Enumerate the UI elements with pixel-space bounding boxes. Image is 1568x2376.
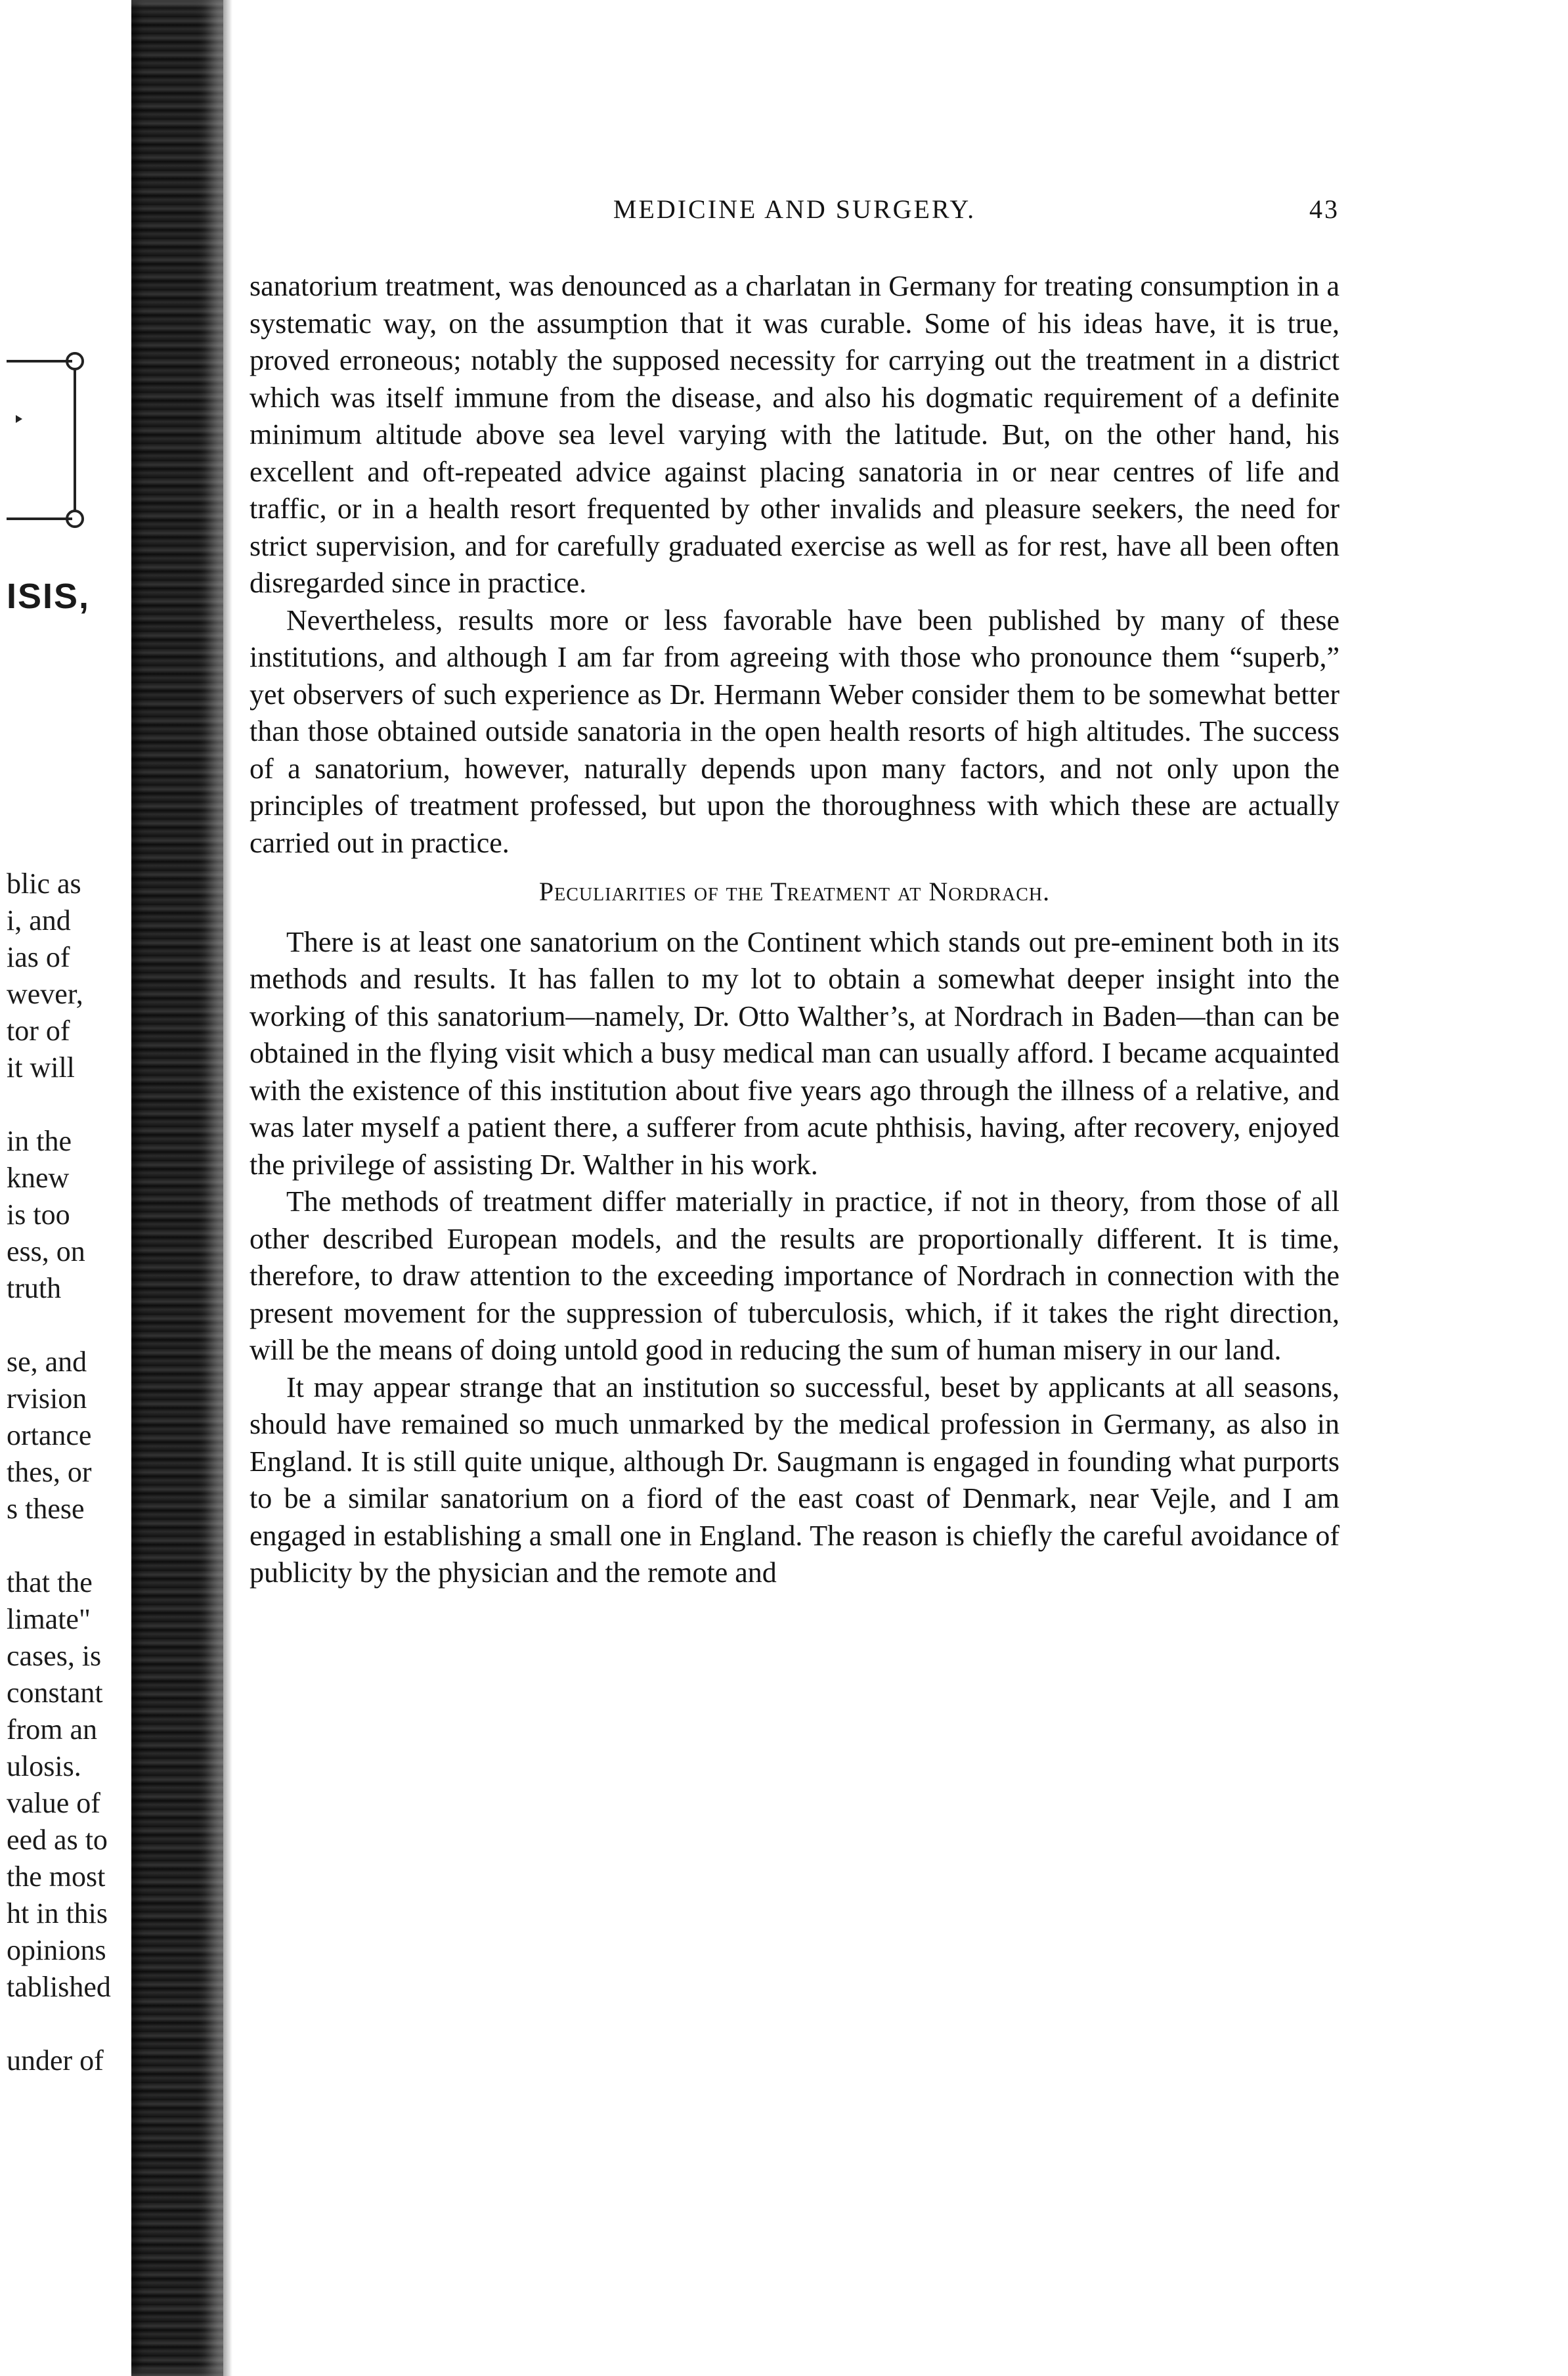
left-line: s these bbox=[7, 1493, 85, 1525]
left-line: ulosis. bbox=[7, 1750, 81, 1782]
left-line: eed as to bbox=[7, 1824, 108, 1856]
left-line: blic as bbox=[7, 868, 81, 900]
left-line: constant bbox=[7, 1677, 103, 1709]
left-line: that the bbox=[7, 1566, 93, 1598]
section-heading: Peculiarities of the Treatment at Nordrach. bbox=[538, 877, 1051, 906]
left-page-fragment bbox=[0, 0, 144, 2376]
left-line: ortance bbox=[7, 1419, 92, 1451]
left-line: wever, bbox=[7, 978, 83, 1010]
running-title: MEDICINE AND SURGERY. bbox=[613, 194, 976, 224]
left-line: knew bbox=[7, 1162, 70, 1194]
left-line: the most bbox=[7, 1860, 106, 1893]
margin-bracket-mark bbox=[7, 341, 85, 539]
left-line: truth bbox=[7, 1272, 62, 1304]
left-line: rvision bbox=[7, 1382, 87, 1415]
left-line: ess, on bbox=[7, 1235, 85, 1267]
book-gutter-shadow bbox=[131, 0, 223, 2376]
left-line: it will bbox=[7, 1051, 75, 1084]
left-line: ht in this bbox=[7, 1897, 108, 1929]
left-line: cases, is bbox=[7, 1640, 102, 1672]
paragraph: There is at least one sanatorium on the Continent which stands out pre-eminent both in its methods and results. It has fallen to my lot to obtain a somewhat deeper insight into the working of this sanatorium—namely, Dr. Otto Walther’s, at Nordrach in Baden—than can be obtained in the flying visit which a busy medical man can usually afford. I became acquainted with the existence of this institution about five years ago through the illness of a relative, and was later myself a patient there, a sufferer from acute phthisis, having, after recovery, enjoyed the privilege of assisting Dr. Walther in his work. bbox=[250, 925, 1339, 1181]
left-line: from an bbox=[7, 1713, 98, 1746]
page-header bbox=[250, 194, 1339, 233]
left-line: i, and bbox=[7, 904, 71, 936]
page-number: 43 bbox=[1309, 194, 1339, 224]
left-line: thes, or bbox=[7, 1456, 92, 1488]
left-line: ias of bbox=[7, 941, 70, 973]
left-line: is too bbox=[7, 1199, 70, 1231]
left-line: tablished bbox=[7, 1971, 111, 2003]
paragraph: sanatorium treatment, was denounced as a charlatan in Germany for treating consumption in a systematic way, on the assumption that it was curable. Some of his ideas have, it is true, proved erroneous; notably the supposed necessity for carrying out the treatment in a district which was itself immune from the disease, and also his dogmatic requirement of a definite minimum altitude above sea level varying with the latitude. But, on the other hand, his excellent and oft-repeated advice against placing sanatoria in or near centres of life and traffic, or in a health resort frequented by other invalids and pleasure seekers, the need for strict supervision, and for carefully graduated exercise as well as for rest, have all been often disregarded since in practice. bbox=[250, 270, 1339, 599]
left-line: limate" bbox=[7, 1603, 91, 1635]
left-line: tor of bbox=[7, 1015, 70, 1047]
left-line: opinions bbox=[7, 1934, 106, 1966]
left-line: se, and bbox=[7, 1346, 87, 1378]
left-line: in the bbox=[7, 1125, 72, 1157]
paragraph: The methods of treatment differ materially in practice, if not in theory, from those of all other described European models, and the results are proportionally different. It is time, therefore, to draw attention to the exceeding importance of Nordrach in connection with the present movement for the suppression of tuberculosis, which, if it takes the right direction, will be the means of doing untold good in reducing the sum of human misery in our land. bbox=[250, 1185, 1339, 1366]
article-body bbox=[250, 268, 1339, 1592]
left-line: under of bbox=[7, 2044, 104, 2077]
paragraph: Nevertheless, results more or less favorable have been published by many of these institutions, and although I am far from agreeing with those who pronounce them “superb,” yet observers of such experience as Dr. Hermann Weber consider them to be somewhat better than those obtained outside sanatoria in the open health resorts of high altitudes. The success of a sanatorium, however, naturally depends upon many factors, and not only upon the principles of treatment professed, but upon the thoroughness with which these are actually carried out in practice. bbox=[250, 604, 1339, 859]
paragraph: It may appear strange that an institution so successful, beset by applicants at all seasons, should have remained so much unmarked by the medical profession in Germany, as also in England. It is still quite unique, although Dr. Saugmann is engaged in founding what purports to be a similar sanatorium on a fiord of the east coast of Denmark, near Vejle, and I am engaged in establishing a small one in England. The reason is chiefly the careful avoidance of publicity by the physician and the remote and bbox=[250, 1371, 1339, 1589]
left-page-heading: ISIS, bbox=[7, 577, 91, 616]
left-line: value of bbox=[7, 1787, 100, 1819]
